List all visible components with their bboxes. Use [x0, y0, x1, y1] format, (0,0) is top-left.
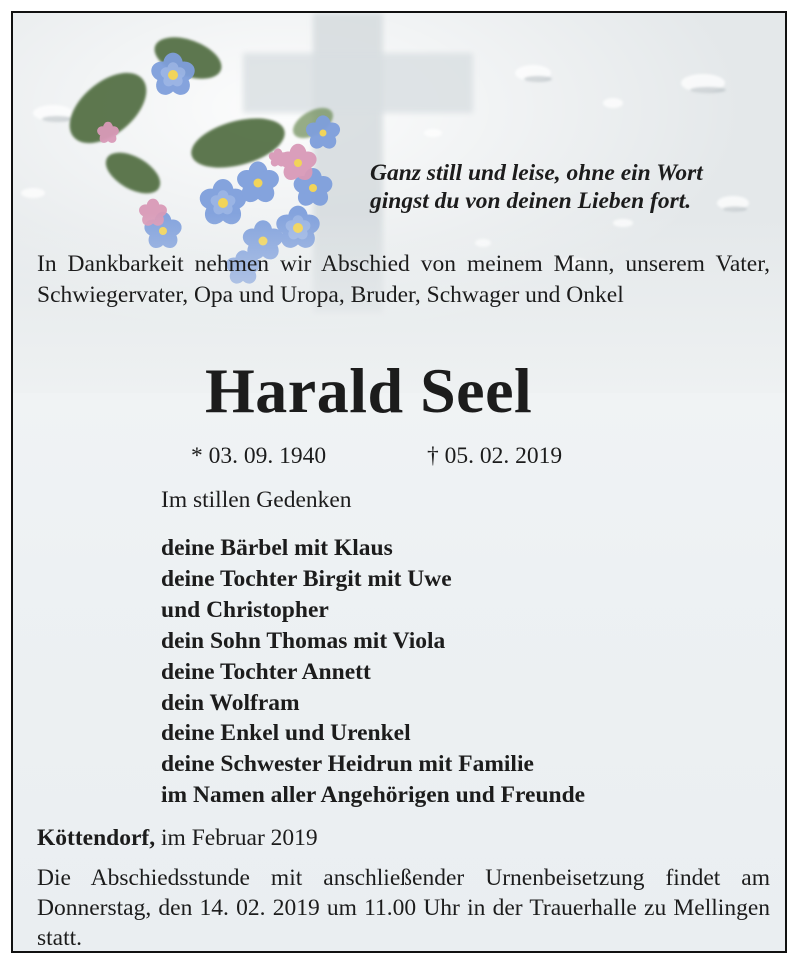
survivor-line: deine Schwester Heidrun mit Familie — [161, 751, 534, 778]
death-date: † 05. 02. 2019 — [427, 443, 563, 469]
survivor-line: deine Enkel und Urenkel — [161, 720, 411, 747]
verse-line-2: gingst du von deinen Lieben fort. — [370, 188, 692, 214]
survivors-list — [161, 533, 585, 811]
deceased-name: Harald Seel — [205, 355, 533, 426]
birth-date: * 03. 09. 1940 — [191, 443, 327, 469]
survivor-line: und Christopher — [161, 596, 329, 623]
funeral-notice: Die Abschiedsstunde mit anschließender Urnenbeisetzung findet am Donnerstag, den 14. 02. 2019 um 11.00 Uhr in der Trauerhalle zu Mellingen statt. — [37, 865, 770, 951]
memorial-heading: Im stillen Gedenken — [161, 487, 352, 513]
verse-line-1: Ganz still und leise, ohne ein Wort — [370, 160, 703, 186]
survivor-line: deine Tochter Birgit mit Uwe — [161, 565, 452, 592]
obituary-notice — [11, 11, 787, 953]
intro-text: In Dankbarkeit nehmen wir Abschied von meinem Mann, unserem Vater, Schwiegervater, Opa und Uropa, Bruder, Schwager und Onkel — [37, 251, 770, 308]
place-and-date — [37, 823, 318, 853]
survivor-line: im Namen aller Angehörigen und Freunde — [161, 782, 586, 809]
survivor-line: deine Tochter Annett — [161, 658, 371, 685]
survivor-line: dein Sohn Thomas mit Viola — [161, 627, 446, 654]
town-name: Köttendorf, — [37, 825, 156, 851]
survivor-line: dein Wolfram — [161, 689, 300, 716]
memorial-verse — [370, 159, 703, 215]
life-dates — [191, 441, 563, 471]
survivor-line: deine Bärbel mit Klaus — [161, 535, 393, 561]
notice-date: im Februar 2019 — [161, 825, 318, 851]
